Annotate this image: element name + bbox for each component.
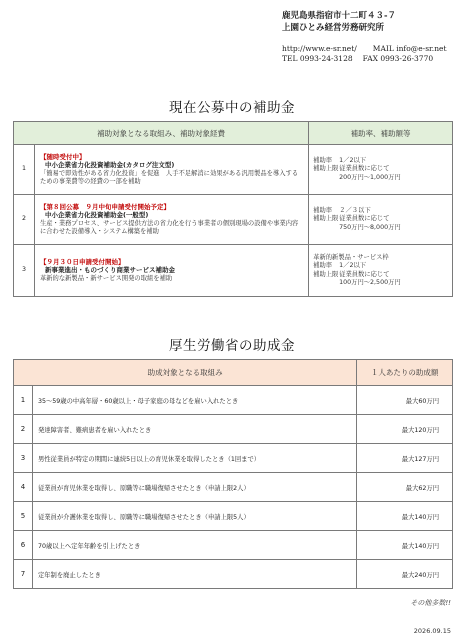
rate-value: ２／３以下 [339, 206, 371, 214]
grant-row [14, 560, 453, 589]
grant-row-number: 5 [14, 502, 33, 531]
grant-row [14, 415, 453, 444]
document-date: 2026.09.15 [413, 627, 451, 635]
rate-label: 補助率 [313, 156, 333, 164]
grant-row-number: 2 [14, 415, 33, 444]
grant-row-number: 3 [14, 444, 33, 473]
grant-row-description: 70歳以上へ定年年齢を引上げたとき [32, 531, 356, 560]
grant-row-amount: 最大140万円 [357, 502, 453, 531]
subsidy-row [14, 145, 453, 195]
fax-number: FAX 0993-26-3770 [362, 54, 434, 63]
subsidy-title: 中小企業省力化投資補助金(カタログ注文型) [44, 161, 175, 170]
grant-table [13, 359, 453, 589]
subsidy-row-description [34, 195, 308, 245]
rate-label: 補助率 [313, 262, 333, 270]
limit-amount: 750万円～8,000万円 [339, 223, 401, 231]
subsidy-row-description [34, 145, 308, 195]
grant-col-header-initiatives: 助成対象となる取組み [14, 360, 357, 386]
grant-row-description: 発達障害者、難病患者を雇い入れたとき [32, 415, 356, 444]
grant-row [14, 531, 453, 560]
subsidy-col-header-rate: 補助率、補助額等 [309, 122, 453, 145]
grant-row-amount: 最大240万円 [357, 560, 453, 589]
subsidy-row-number: 3 [14, 245, 35, 297]
limit-value: 従業員数に応じて [339, 165, 390, 173]
grant-row-amount: 最大60万円 [357, 386, 453, 415]
limit-amount: 200万円～1,000万円 [339, 173, 401, 181]
others-note: その他多数!! [410, 599, 451, 607]
grant-col-header-amount: １人あたりの助成額 [357, 360, 453, 386]
grant-row-description: 男性従業員が特定の期間に連続5日以上の育児休業を取得したとき（1回まで） [32, 444, 356, 473]
office-name: 上園ひとみ経営労務研究所 [282, 23, 385, 33]
office-address: 鹿児島県指宿市十二町４３-７ [282, 11, 397, 21]
subsidy-rate-cell [309, 245, 453, 297]
grant-row-number: 6 [14, 531, 33, 560]
subsidy-table-header [14, 122, 453, 145]
rate-value: 1／2以下 [339, 262, 367, 270]
grant-row [14, 473, 453, 502]
contact-web-line [282, 44, 458, 54]
limit-value: 従業員数に応じて [339, 270, 390, 278]
subsidy-rate-cell [309, 195, 453, 245]
grant-row-number: 1 [14, 386, 33, 415]
grant-row-description: 従業員が育児休業を取得し、原職等に職場復帰させたとき（申請上限2人） [32, 473, 356, 502]
office-header [282, 10, 458, 64]
limit-label: 補助上限 [313, 270, 339, 278]
subsidy-table [13, 121, 453, 297]
limit-amount: 100万円～2,500万円 [339, 278, 401, 286]
grant-row-description: 定年制を廃止したとき [32, 560, 356, 589]
grant-row-number: 7 [14, 560, 33, 589]
subsidy-title: 中小企業省力化投資補助金(一般型) [44, 211, 149, 220]
limit-label: 補助上限 [313, 165, 339, 173]
subsidy-section-title: 現在公募中の補助金 [169, 100, 295, 116]
subsidy-status-label: 【随時受付中】 [39, 152, 86, 161]
grant-row [14, 386, 453, 415]
limit-label: 補助上限 [313, 215, 339, 223]
website-link[interactable]: http://www.e-sr.net/ [282, 44, 357, 53]
contact-tel-line [282, 54, 458, 64]
subsidy-description: 生産・業務プロセス、サービス提供方法の省力化を行う事業者の個別現場の設備や事業内容に合わせた設備導入・システム構築を補助 [39, 219, 299, 235]
subsidy-col-header-initiatives: 補助対象となる取組み、補助対象経費 [14, 122, 309, 145]
grant-row-amount: 最大140万円 [357, 531, 453, 560]
grant-row [14, 502, 453, 531]
subsidy-status-label: 【９月３０日申請受付開始】 [39, 257, 125, 266]
mail-address[interactable]: MAIL info@e-sr.net [372, 44, 447, 53]
subsidy-row-description [34, 245, 308, 297]
subsidy-status-label: 【第８回公募 ９月中旬申請受付開始予定】 [39, 202, 170, 211]
subsidy-row-number: 2 [14, 195, 35, 245]
grant-table-header [14, 360, 453, 386]
grant-row-amount: 最大120万円 [357, 415, 453, 444]
subsidy-rate-cell [309, 145, 453, 195]
subsidy-row-number: 1 [14, 145, 35, 195]
subsidy-row [14, 245, 453, 297]
grant-row-description: 35～59歳の中高年層・60歳以上・母子家庭の母などを雇い入れたとき [32, 386, 356, 415]
limit-value: 従業員数に応じて [339, 215, 390, 223]
rate-category: 革新的新製品・サービス枠 [313, 253, 389, 261]
rate-label: 補助率 [313, 206, 333, 214]
grant-row-description: 従業員が介護休業を取得し、原職等に職場復帰させたとき（申請上限5人） [32, 502, 356, 531]
grant-row [14, 444, 453, 473]
tel-number: TEL 0993-24-3128 [282, 54, 353, 63]
grant-row-amount: 最大62万円 [357, 473, 453, 502]
grant-row-number: 4 [14, 473, 33, 502]
subsidy-row [14, 195, 453, 245]
rate-value: 1／2以下 [339, 156, 367, 164]
grant-section-title: 厚生労働省の助成金 [169, 338, 295, 354]
subsidy-description: 「簡易で即効性がある省力化投資」を促進 人手不足解消に効果がある汎用製品を導入するための事業費等の経費の一部を補助 [39, 169, 299, 185]
subsidy-description: 革新的な新製品・新サービス開発の取組を補助 [39, 274, 173, 282]
grant-row-amount: 最大127万円 [357, 444, 453, 473]
subsidy-title: 新事業進出・ものづくり商業サービス補助金 [44, 266, 175, 275]
